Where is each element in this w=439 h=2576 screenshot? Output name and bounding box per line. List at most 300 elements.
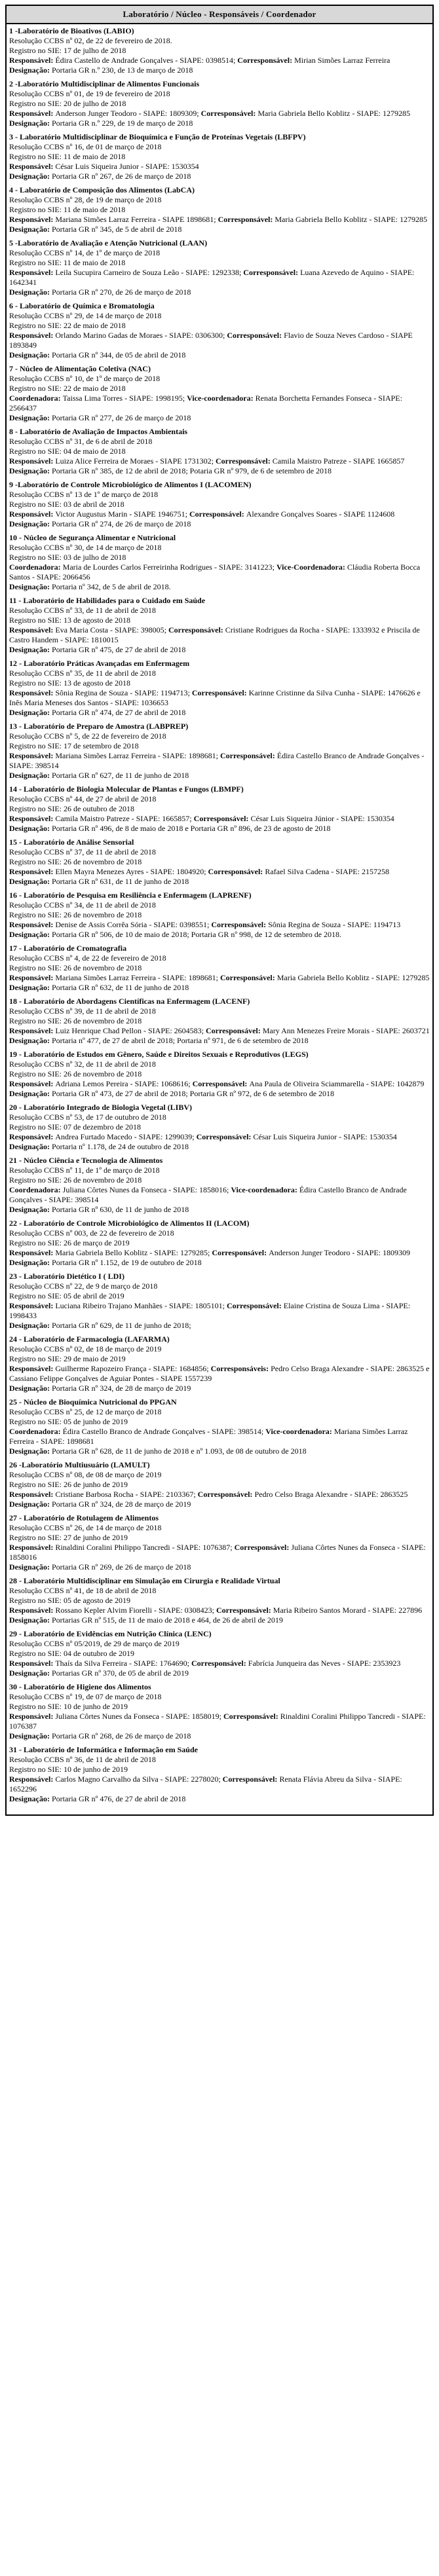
lab-entry-title: 6 - Laboratório de Química e Bromatologia xyxy=(9,301,155,310)
entry-field-label: Designação: xyxy=(9,1321,52,1330)
entry-field-text: Portaria GR nº 476, de 27 de abril de 2018 xyxy=(52,1794,186,1803)
entry-field-label: Responsável: xyxy=(9,688,56,697)
entry-field-label: Designação: xyxy=(9,1562,52,1572)
entry-field-text: Resolução CCBS nº 14, de 1º de março de 2018 xyxy=(9,248,161,257)
entry-field-label: Corresponsável: xyxy=(243,268,301,277)
entry-field-label: Designação: xyxy=(9,413,52,422)
lab-entry-title: 8 - Laboratório de Avaliação de Impactos Ambientais xyxy=(9,427,188,436)
entry-field-text: Rafael Silva Cadena - SIAPE: 2157258 xyxy=(265,867,389,876)
entry-field-label: Designação: xyxy=(9,1258,52,1267)
lab-entry xyxy=(9,1460,430,1509)
entry-field-label: Designação: xyxy=(9,771,52,780)
entry-field-label: Designação: xyxy=(9,1446,52,1456)
lab-entry-line xyxy=(9,152,430,162)
lab-entry xyxy=(9,1272,430,1331)
lab-entry-title: 17 - Laboratório de Cromatografia xyxy=(9,944,127,953)
entry-field-label: Responsável: xyxy=(9,1775,56,1784)
lab-entry-title: 28 - Laboratório Multidisciplinar em Simulação em Cirurgia e Realidade Virtual xyxy=(9,1576,280,1585)
lab-entry-title: 2 -Laboratório Multidisciplinar de Alimentos Funcionais xyxy=(9,79,200,88)
lab-entry-line xyxy=(9,46,430,56)
entry-field-text: Maria Gabriela Bello Koblitz - SIAPE: 1279285 xyxy=(277,973,430,982)
entry-field-text: Registro no SIE: 26 de novembro de 2018 xyxy=(9,1175,142,1185)
lab-entry xyxy=(9,722,430,781)
lab-entry-line xyxy=(9,509,430,519)
lab-entry-line xyxy=(9,1765,430,1775)
entry-field-text: Registro no SIE: 03 de abril de 2018 xyxy=(9,500,124,509)
entry-field-text: Resolução CCBS nº 02, de 22 de fevereiro de 2018. xyxy=(9,36,172,45)
entry-field-text: Registro no SIE: 26 de outubro de 2018 xyxy=(9,804,134,813)
lab-entry-line xyxy=(9,1446,430,1456)
lab-entry xyxy=(9,533,430,592)
entry-field-text: Registro no SIE: 13 de agosto de 2018 xyxy=(9,616,130,625)
lab-entry-line xyxy=(9,731,430,741)
entry-field-label: Corresponsável: xyxy=(196,1132,254,1141)
entry-field-text: Portaria GR nº 474, de 27 de abril de 2018 xyxy=(52,708,186,717)
entry-field-label: Designação: xyxy=(9,1794,52,1803)
lab-entry-title: 7 - Núcleo de Alimentação Coletiva (NAC) xyxy=(9,364,151,373)
lab-entry-line xyxy=(9,553,430,562)
entry-field-text: Portaria GR nº 345, de 5 de abril de 2018 xyxy=(52,225,182,234)
lab-entry-line xyxy=(9,1794,430,1804)
entry-field-text: Mariana Simões Larraz Ferreira - SIAPE: 1898681 xyxy=(9,1427,408,1446)
lab-entry-line xyxy=(9,1649,430,1659)
lab-entry-title: 1 -Laboratório de Bioativos (LABIO) xyxy=(9,26,134,35)
entry-field-label: Designação: xyxy=(9,519,52,528)
entry-field-text: Édira Castello de Andrade Gonçalves - SIAPE: 0398514; xyxy=(55,56,238,65)
lab-entry-line xyxy=(9,1364,430,1384)
entry-field-text: Resolução CCBS nº 10, de 1º de março de 2018 xyxy=(9,374,161,383)
entry-field-text: Resolução CCBS nº 02, de 18 de março de 2019 xyxy=(9,1344,162,1353)
entry-field-label: Designação: xyxy=(9,708,52,717)
entry-field-text: Portaria GR nº 475, de 27 de abril de 2018 xyxy=(52,645,186,654)
lab-entry-line xyxy=(9,1344,430,1354)
lab-entry-line xyxy=(9,99,430,109)
lab-entry-line xyxy=(9,1615,430,1625)
entry-field-text: Cristiane Rodrigues da Rocha - SIAPE: 1333932 e Priscila de Castro Handem - SIAPE: 1810015 xyxy=(9,625,420,644)
lab-entry-title: 26 -Laboratório Multiusuário (LAMULT) xyxy=(9,1460,150,1469)
entry-field-text: Resolução CCBS nº 05/2019, de 29 de março de 2019 xyxy=(9,1639,180,1648)
entry-field-text: Flavio de Souza Neves Cardoso - SIAPE 1893849 xyxy=(9,331,413,350)
entry-field-text: Rinaldini Coralini Philippo Tancredi - SIAPE: 1076387 xyxy=(9,1712,426,1731)
entry-field-text: Resolução CCBS nº 01, de 19 de fevereiro de 2018 xyxy=(9,89,170,98)
entry-field-text: Taissa Lima Torres - SIAPE: 1998195; xyxy=(62,394,187,403)
lab-entry-line xyxy=(9,1668,430,1678)
entry-field-text: Mariana Simões Larraz Ferreira - SIAPE 1898681; xyxy=(55,215,218,224)
lab-entry-title: 19 - Laboratório de Estudos em Gênero, Saúde e Direitos Sexuais e Reprodutivos (LEGS) xyxy=(9,1050,309,1059)
lab-entry-line xyxy=(9,582,430,592)
entry-field-label: Corresponsável: xyxy=(220,973,277,982)
entry-field-text: Maria Gabriela Bello Koblitz - SIAPE: 1279285; xyxy=(55,1248,212,1257)
lab-entry xyxy=(9,1682,430,1741)
entry-field-label: Vice-coordenadora: xyxy=(187,394,256,403)
entry-field-label: Designação: xyxy=(9,1142,52,1151)
lab-entry-title: 16 - Laboratório de Pesquisa em Resiliência e Enfermagem (LAPRENF) xyxy=(9,891,252,900)
lab-entry-line xyxy=(9,350,430,360)
entry-field-label: Corresponsável: xyxy=(193,814,251,823)
entry-field-label: Coordenadora: xyxy=(9,562,63,572)
entry-field-text: Resolução CCBS nº 39, de 11 de abril de 2018 xyxy=(9,1006,156,1016)
entry-field-label: Corresponsável: xyxy=(215,456,273,466)
entry-field-label: Designação: xyxy=(9,1205,52,1214)
entry-field-text: Resolução CCBS nº 33, de 11 de abril de 2018 xyxy=(9,606,156,615)
entry-field-text: Registro no SIE: 05 de agosto de 2019 xyxy=(9,1596,130,1605)
lab-entry-line xyxy=(9,268,430,287)
entry-field-label: Designação: xyxy=(9,1036,52,1045)
lab-entry-line xyxy=(9,162,430,172)
lab-entry-line xyxy=(9,543,430,553)
entry-field-label: Corresponsável: xyxy=(234,1543,292,1552)
lab-entry-line xyxy=(9,447,430,456)
entry-field-text: Ana Paula de Oliveira Sciammarella - SIAPE: 1042879 xyxy=(249,1079,425,1088)
lab-entry-title: 3 - Laboratório Multidisciplinar de Bioquímica e Função de Proteínas Vegetais (LBFPV) xyxy=(9,132,306,141)
entry-field-text: Portaria GR nº 270, de 26 de março de 2018 xyxy=(52,287,191,297)
entry-field-text: Portaria GR nº 277, de 26 de março de 2018 xyxy=(52,413,191,422)
entry-field-text: Resolução CCBS nº 35, de 11 de abril de 2018 xyxy=(9,669,156,678)
entry-field-text: Resolução CCBS nº 36, de 11 de abril de 2018 xyxy=(9,1755,156,1764)
lab-entry-line xyxy=(9,625,430,645)
entry-field-text: Mary Ann Menezes Freire Morais - SIAPE: 2603721 xyxy=(262,1026,430,1035)
entry-field-text: Fabrícia Junqueira das Neves - SIAPE: 2353923 xyxy=(248,1659,401,1668)
lab-entry-line xyxy=(9,109,430,119)
entry-field-label: Responsável: xyxy=(9,56,56,65)
lab-entry-title: 5 -Laboratório de Avaliação e Atenção Nutricional (LAAN) xyxy=(9,238,208,248)
entry-field-label: Responsável: xyxy=(9,1659,56,1668)
entry-field-text: Registro no SIE: 26 de novembro de 2018 xyxy=(9,963,142,972)
entry-field-text: Luciana Ribeiro Trajano Manhães - SIAPE: 1805101; xyxy=(55,1301,227,1310)
entry-field-text: Resolução CCBS nº 32, de 11 de abril de 2018 xyxy=(9,1059,156,1069)
entry-field-text: Maria de Lourdes Carlos Ferreirinha Rodrigues - SIAPE: 3141223; xyxy=(62,562,277,572)
lab-entry-line xyxy=(9,1079,430,1089)
lab-entry-line xyxy=(9,1659,430,1668)
entry-field-label: Corresponsável: xyxy=(220,751,277,760)
lab-entry-line xyxy=(9,1533,430,1543)
lab-entry xyxy=(9,1576,430,1625)
entry-field-text: Registro no SIE: 11 de maio de 2018 xyxy=(9,258,126,267)
entry-field-label: Responsável: xyxy=(9,1132,56,1141)
entry-field-text: Sônia Regina de Souza - SIAPE: 1194713 xyxy=(268,920,401,929)
entry-field-text: Portaria GR nº 496, de 8 de maio de 2018 e Portaria GR nº 896, de 23 de agosto de 2018 xyxy=(52,824,331,833)
lab-entry-line xyxy=(9,1692,430,1702)
entry-field-text: Resolução CCBS nº 26, de 14 de março de 2018 xyxy=(9,1523,162,1532)
entry-field-text: Resolução CCBS nº 003, de 22 de fevereiro de 2018 xyxy=(9,1228,174,1238)
lab-entry-title: 12 - Laboratório Práticas Avançadas em Enfermagem xyxy=(9,659,190,668)
entry-field-label: Corresponsável: xyxy=(192,1079,250,1088)
entry-field-text: Resolução CCBS nº 11, de 1º de março de 2018 xyxy=(9,1166,160,1175)
lab-entry-line xyxy=(9,1175,430,1185)
lab-entry-line xyxy=(9,500,430,509)
lab-entry-line xyxy=(9,1089,430,1099)
entry-field-text: Portaria GR nº 267, de 26 de março de 2018 xyxy=(52,172,191,181)
entry-field-label: Responsável: xyxy=(9,1301,56,1310)
entry-field-label: Corresponsável: xyxy=(191,1659,248,1668)
lab-entry-line xyxy=(9,413,430,423)
entry-field-text: Denise de Assis Corrêa Sória - SIAPE: 0398551; xyxy=(55,920,212,929)
entry-field-label: Corresponsável: xyxy=(227,331,284,340)
entry-field-text: Camila Maistro Patreze - SIAPE 1665857 xyxy=(272,456,405,466)
lab-entry xyxy=(9,1397,430,1456)
lab-entry xyxy=(9,837,430,887)
entry-field-label: Coordenadora: xyxy=(9,1427,63,1436)
lab-entry-line xyxy=(9,1543,430,1562)
entry-field-text: Guilherme Rapozeiro França - SIAPE: 1684856; xyxy=(55,1364,211,1373)
lab-entry-line xyxy=(9,930,430,940)
entry-field-text: Eva Maria Costa - SIAPE: 398005; xyxy=(55,625,168,635)
lab-entry-line xyxy=(9,1132,430,1142)
lab-entry-line xyxy=(9,1069,430,1079)
lab-entry-line xyxy=(9,1639,430,1649)
lab-entry-line xyxy=(9,1417,430,1427)
lab-entry-line xyxy=(9,678,430,688)
entry-field-text: Karinne Cristinne da Silva Cunha - SIAPE: 1476626 e Inês Maria Meneses dos Santos - SIAPE: 1036653 xyxy=(9,688,421,707)
lab-entry xyxy=(9,301,430,360)
entry-field-label: Responsável: xyxy=(9,751,56,760)
lab-entry-line xyxy=(9,56,430,65)
lab-entry-line xyxy=(9,1113,430,1122)
lab-entry xyxy=(9,1745,430,1804)
lab-entry-line xyxy=(9,1016,430,1026)
entry-field-label: Responsável: xyxy=(9,1543,56,1552)
lab-entry-line xyxy=(9,65,430,75)
lab-entry xyxy=(9,1103,430,1152)
entry-field-text: Portarias GR nº 370, de 05 de abril de 2019 xyxy=(52,1668,189,1678)
entry-field-text: Registro no SIE: 04 de outubro de 2019 xyxy=(9,1649,134,1658)
lab-entry xyxy=(9,480,430,529)
lab-entry-line xyxy=(9,1248,430,1258)
entry-field-text: Resolução CCBS nº 08, de 08 de março de 2019 xyxy=(9,1470,162,1479)
lab-entry-title: 10 - Núcleo de Segurança Alimentar e Nutricional xyxy=(9,533,176,542)
entry-field-text: Resolução CCBS nº 25, de 12 de março de 2018 xyxy=(9,1407,162,1416)
entry-field-text: Anderson Junger Teodoro - SIAPE: 1809309; xyxy=(55,109,201,118)
lab-entry-line xyxy=(9,1702,430,1712)
entry-field-text: Portarias GR nº 515, de 11 de maio de 2018 e 464, de 26 de abril de 2019 xyxy=(52,1615,283,1625)
lab-entry-line xyxy=(9,751,430,771)
entry-field-text: Resolução CCBS nº 30, de 14 de março de 2018 xyxy=(9,543,162,552)
entry-field-label: Vice-coordenadora: xyxy=(231,1185,299,1194)
entries-container xyxy=(7,24,432,1814)
lab-entry-line xyxy=(9,89,430,99)
lab-entry-line xyxy=(9,1490,430,1500)
entry-field-label: Responsável: xyxy=(9,109,56,118)
entry-field-label: Vice-Coordenadora: xyxy=(276,562,347,572)
lab-entry-line xyxy=(9,1238,430,1248)
lab-entry-line xyxy=(9,1142,430,1152)
lab-entry-line xyxy=(9,1026,430,1036)
lab-entry-line xyxy=(9,258,430,268)
entry-field-text: Juliana Côrtes Nunes da Fonseca - SIAPE: 1858019; xyxy=(55,1712,223,1721)
entry-field-text: Registro no SIE: 04 de maio de 2018 xyxy=(9,447,126,456)
entry-field-text: Édira Castello Branco de Andrade Gonçalves - SIAPE: 398514 xyxy=(9,751,425,770)
lab-entry-line xyxy=(9,384,430,394)
lab-entry-line xyxy=(9,562,430,582)
entry-field-text: Portaria GR nº 324, de 28 de março de 2019 xyxy=(52,1500,191,1509)
entry-field-text: Registro no SIE: 11 de maio de 2018 xyxy=(9,205,126,214)
lab-entry-line xyxy=(9,688,430,708)
entry-field-label: Corresponsáveis: xyxy=(210,1364,271,1373)
entry-field-text: Leila Sucupira Carneiro de Souza Leão - SIAPE: 1292338; xyxy=(55,268,244,277)
entry-field-label: Corresponsável: xyxy=(223,1712,280,1721)
lab-entry xyxy=(9,26,430,75)
entry-field-text: Registro no SIE: 26 de novembro de 2018 xyxy=(9,1069,142,1078)
entry-field-text: Registro no SIE: 05 de abril de 2019 xyxy=(9,1291,124,1300)
entry-field-text: Mariana Simões Larraz Ferreira - SIAPE: 1898681; xyxy=(55,751,220,760)
table-header-title: Laboratório / Núcleo - Responsáveis / Coordenador xyxy=(123,9,316,19)
lab-entry-line xyxy=(9,920,430,930)
lab-entry-line xyxy=(9,616,430,625)
entry-field-text: Resolução CCBS nº 34, de 11 de abril de 2018 xyxy=(9,900,156,910)
lab-entry-line xyxy=(9,900,430,910)
lab-entry xyxy=(9,427,430,476)
entry-field-label: Corresponsável: xyxy=(212,1248,269,1257)
lab-entry-line xyxy=(9,466,430,476)
lab-entry-line xyxy=(9,331,430,350)
lab-entry-line xyxy=(9,1596,430,1606)
entry-field-label: Responsável: xyxy=(9,1364,56,1373)
entry-field-text: Resolução CCBS nº 5, de 22 de fevereiro de 2018 xyxy=(9,731,166,741)
entry-field-label: Responsável: xyxy=(9,625,56,635)
lab-entry-line xyxy=(9,857,430,867)
entry-field-label: Responsável: xyxy=(9,920,56,929)
lab-entry-line xyxy=(9,1185,430,1205)
lab-entry-title: 18 - Laboratório de Abordagens Científicas na Enfermagem (LACENF) xyxy=(9,997,250,1006)
lab-entry-line xyxy=(9,847,430,857)
entry-field-label: Coordenadora: xyxy=(9,1185,63,1194)
entry-field-label: Designação: xyxy=(9,65,52,75)
lab-entry-line xyxy=(9,1470,430,1480)
entry-field-text: Édira Castello Branco de Andrade Gonçalves - SIAPE: 398514; xyxy=(62,1427,266,1436)
lab-entry-line xyxy=(9,1562,430,1572)
entry-field-label: Responsável: xyxy=(9,268,56,277)
lab-entry-line xyxy=(9,1281,430,1291)
entry-field-text: Registro no SIE: 10 de junho de 2019 xyxy=(9,1765,128,1774)
entry-field-label: Responsável: xyxy=(9,1606,56,1615)
entry-field-label: Responsável: xyxy=(9,162,56,171)
entry-field-text: Luiz Henrique Chad Pellon - SIAPE: 2604583; xyxy=(55,1026,206,1035)
entry-field-text: Portaria GR nº 629, de 11 de junho de 2018; xyxy=(52,1321,191,1330)
entry-field-text: Renata Borchetta Fernandes Fonseca - SIAPE: 2566437 xyxy=(9,394,402,413)
entry-field-label: Responsável: xyxy=(9,1026,56,1035)
lab-entry-line xyxy=(9,490,430,500)
entry-field-text: Adriana Lemos Pereira - SIAPE: 1068616; xyxy=(55,1079,193,1088)
lab-entry-line xyxy=(9,606,430,616)
lab-entry-title: 13 - Laboratório de Preparo de Amostra (LABPREP) xyxy=(9,722,189,731)
entry-field-text: Pedro Celso Braga Alexandre - SIAPE: 2863525 xyxy=(254,1490,408,1499)
entry-field-label: Responsável: xyxy=(9,1712,56,1721)
lab-entry-line xyxy=(9,953,430,963)
lab-entry xyxy=(9,997,430,1046)
lab-entry-line xyxy=(9,311,430,321)
entry-field-label: Designação: xyxy=(9,1731,52,1740)
entry-field-text: Portaria GR nº 627, de 11 de junho de 2018 xyxy=(52,771,189,780)
entry-field-text: Sônia Regina de Souza - SIAPE: 1194713; xyxy=(55,688,192,697)
lab-entry-title: 4 - Laboratório de Composição dos Alimentos (LabCA) xyxy=(9,185,195,194)
entry-field-label: Designação: xyxy=(9,877,52,886)
entry-field-text: Portaria GR nº 324, de 28 de março de 2019 xyxy=(52,1384,191,1393)
entry-field-text: Portaria nº 1.178, de 24 de outubro de 2018 xyxy=(52,1142,189,1151)
entry-field-label: Corresponsável: xyxy=(168,625,225,635)
lab-entry-line xyxy=(9,119,430,128)
entry-field-label: Corresponsável: xyxy=(226,1301,284,1310)
entry-field-text: Registro no SIE: 26 de novembro de 2018 xyxy=(9,1016,142,1025)
lab-entry-line xyxy=(9,1586,430,1596)
lab-entry-title: 20 - Laboratório Integrado de Biologia Vegetal (LIBV) xyxy=(9,1103,192,1112)
entry-field-text: Registro no SIE: 07 de dezembro de 2018 xyxy=(9,1122,141,1132)
entry-field-text: Carlos Magno Carvalho da Silva - SIAPE: 2278020; xyxy=(55,1775,223,1784)
lab-entry-line xyxy=(9,287,430,297)
entry-field-label: Designação: xyxy=(9,1615,52,1625)
entry-field-label: Corresponsável: xyxy=(218,215,275,224)
lab-entry xyxy=(9,659,430,718)
entry-field-text: Ellen Mayra Menezes Ayres - SIAPE: 1804920; xyxy=(55,867,208,876)
lab-entry-line xyxy=(9,1755,430,1765)
lab-entry-line xyxy=(9,456,430,466)
lab-entry xyxy=(9,79,430,128)
lab-entry-line xyxy=(9,669,430,678)
entry-field-label: Designação: xyxy=(9,119,52,128)
entry-field-text: Registro no SIE: 10 de junho de 2019 xyxy=(9,1702,128,1711)
lab-entry-line xyxy=(9,973,430,983)
entry-field-text: Portaria nº 342, de 5 de abril de 2018. xyxy=(52,582,171,591)
entry-field-label: Designação: xyxy=(9,1500,52,1509)
entry-field-label: Responsável: xyxy=(9,814,56,823)
entry-field-label: Corresponsável: xyxy=(191,688,249,697)
entry-field-text: Resolução CCBS nº 44, de 27 de abril de 2018 xyxy=(9,794,157,803)
entry-field-label: Designação: xyxy=(9,930,52,939)
lab-entry-line xyxy=(9,794,430,804)
entry-field-label: Responsável: xyxy=(9,456,56,466)
lab-entry-line xyxy=(9,205,430,215)
entry-field-label: Corresponsável: xyxy=(205,1026,263,1035)
lab-entry-line xyxy=(9,867,430,877)
lab-entry-title: 21 - Núcleo Ciência e Tecnologia de Alimentos xyxy=(9,1156,163,1165)
entry-field-text: Resolução CCBS nº 53, de 17 de outubro de 2018 xyxy=(9,1113,166,1122)
lab-entry xyxy=(9,1629,430,1678)
lab-entry xyxy=(9,132,430,181)
lab-entry-title: 14 - Laboratório de Biologia Molecular de Plantas e Fungos (LBMPF) xyxy=(9,784,244,794)
lab-entry-line xyxy=(9,983,430,993)
lab-entry-line xyxy=(9,1731,430,1741)
entry-field-label: Responsável: xyxy=(9,1490,56,1499)
entry-field-label: Responsável: xyxy=(9,973,56,982)
lab-entry-line xyxy=(9,1301,430,1321)
entry-field-label: Designação: xyxy=(9,466,52,475)
entry-field-text: Registro no SIE: 20 de julho de 2018 xyxy=(9,99,126,108)
lab-entry-title: 25 - Núcleo de Bioquímica Nutricional do PPGAN xyxy=(9,1397,177,1407)
lab-entry-line xyxy=(9,225,430,234)
lab-entry-line xyxy=(9,36,430,46)
entry-field-text: Victor Augustus Marin - SIAPE 1946751; xyxy=(55,509,189,519)
entry-field-text: Portaria GR nº 632, de 11 de junho de 2018 xyxy=(52,983,189,992)
entry-field-label: Responsável: xyxy=(9,509,56,519)
entry-field-text: Portaria GR nº 631, de 11 de junho de 2018 xyxy=(52,877,189,886)
lab-entry-line xyxy=(9,1291,430,1301)
lab-entry-line xyxy=(9,1321,430,1331)
lab-entry-line xyxy=(9,1228,430,1238)
lab-entry-line xyxy=(9,519,430,529)
entry-field-label: Designação: xyxy=(9,824,52,833)
entry-field-text: Alexandre Gonçalves Soares - SIAPE 1124608 xyxy=(246,509,395,519)
entry-field-text: Portaria nº 477, de 27 de abril de 2018; Portaria nº 971, de 6 de setembro de 2018 xyxy=(52,1036,309,1045)
entry-field-label: Designação: xyxy=(9,1089,52,1098)
entry-field-text: Juliana Côrtes Nunes da Fonseca - SIAPE: 1858016 xyxy=(9,1543,426,1562)
lab-entry xyxy=(9,185,430,234)
lab-entry xyxy=(9,944,430,993)
lab-entry-line xyxy=(9,824,430,834)
entry-field-label: Corresponsável: xyxy=(216,1606,273,1615)
entry-field-label: Designação: xyxy=(9,287,52,297)
entry-field-text: Cristiane Barbosa Rocha - SIAPE: 2103367; xyxy=(55,1490,198,1499)
entry-field-text: Cláudia Roberta Bocca Santos - SIAPE: 2066456 xyxy=(9,562,421,581)
entry-field-text: Registro no SIE: 22 de maio de 2018 xyxy=(9,384,126,393)
